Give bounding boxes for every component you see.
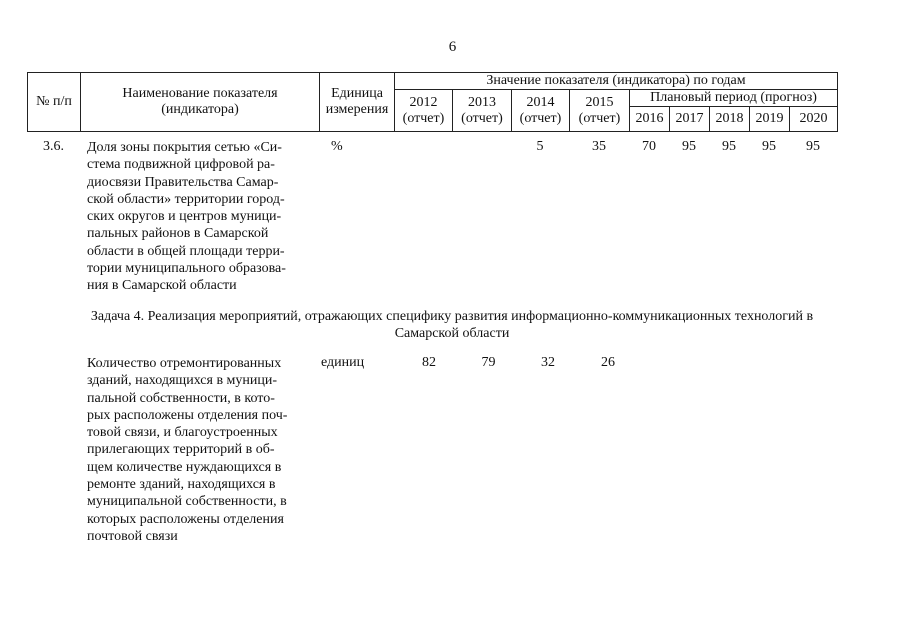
header-year-2015: 2015 (отчет)	[570, 90, 630, 132]
header-year-2013: 2013 (отчет)	[453, 90, 512, 132]
row-number: 3.6.	[43, 139, 64, 154]
header-year-2020: 2020	[790, 107, 838, 132]
value-2020: 95	[806, 139, 820, 154]
page-number: 6	[448, 39, 457, 55]
header-planned-period: Плановый период (прогноз)	[630, 90, 838, 107]
header-year-2019: 2019	[750, 107, 790, 132]
value-2014: 5	[536, 139, 544, 154]
value2-2013: 79	[481, 355, 496, 370]
value2-2012: 82	[422, 355, 436, 370]
indicator-table-header	[27, 72, 838, 132]
indicator-name-2: Количество отремонтированных зданий, находящихся в муници- пальной собственности, в кото- рых расположены отделения поч- товой связи, и благоустроенных прилегающих территорий в об- щем количестве нуждающихся в ремонте зданий, находящихся в муниципальной собственности, в которых расположены отделения почтовой связи	[87, 356, 288, 544]
header-year-2014: 2014 (отчет)	[512, 90, 570, 132]
unit-cell: %	[331, 139, 343, 154]
task-heading: Задача 4. Реализация мероприятий, отражающих специфику развития информационно-коммуникационных технологий в Самарской области	[90, 309, 814, 341]
value-2017: 95	[682, 139, 696, 154]
header-values-by-year: Значение показателя (индикатора) по годам	[395, 73, 838, 90]
value2-2014: 32	[541, 355, 555, 370]
header-year-2016: 2016	[630, 107, 670, 132]
value-2015: 35	[592, 139, 606, 154]
header-unit: Единица измерения	[320, 73, 395, 132]
header-year-2012: 2012 (отчет)	[395, 90, 453, 132]
value-2016: 70	[642, 139, 656, 154]
header-name: Наименование показателя (индикатора)	[81, 73, 320, 132]
unit-cell-2: единиц	[321, 355, 365, 370]
header-num: № п/п	[28, 73, 81, 132]
value-2018: 95	[722, 139, 736, 154]
value-2019: 95	[762, 139, 776, 154]
value2-2015: 26	[601, 355, 615, 370]
header-year-2018: 2018	[710, 107, 750, 132]
header-year-2017: 2017	[670, 107, 710, 132]
indicator-name: Доля зоны покрытия сетью «Си- стема подвижной цифровой ра- диосвязи Правительства Самар- ской области» территории город- ских округов и центров муници- пальных районов в Самарской области в общей площади терри- тории муниципального образова- ния в Самарской области	[87, 140, 286, 294]
